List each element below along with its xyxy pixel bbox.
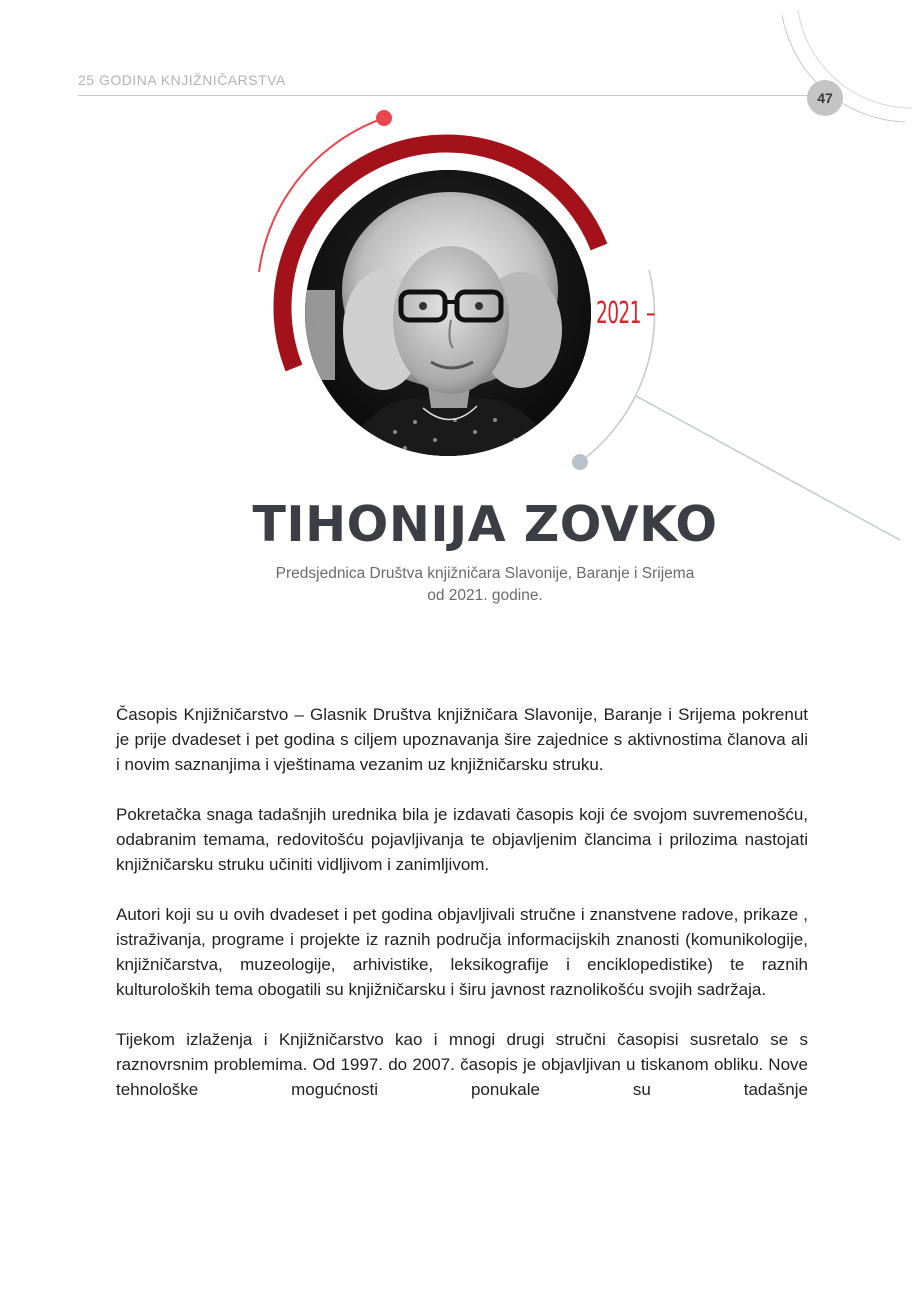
portrait-photo-icon	[305, 170, 591, 456]
person-role	[200, 563, 770, 607]
header-rule	[78, 95, 818, 96]
role-line: Predsjednica Društva knjižničara Slavonije, Baranje i Srijema	[275, 565, 695, 582]
article-body	[116, 702, 808, 1127]
red-arc-endpoint	[376, 110, 392, 126]
person-name: TIHONIJA ZOVKO	[252, 496, 718, 553]
body-paragraph: Pokretačka snaga tadašnjih urednika bila je izdavati časopis koji će svojom suvremenošću, odabranim temama, redovitošću pojavljivanja te objavljenim člancima i prilozima nastojati knjižničarsku struku učiniti vidljivom i zanimljivom.	[116, 805, 808, 874]
running-header: 25 GODINA KNJIŽNIČARSTVA	[78, 72, 286, 88]
role-line: od 2021. godine.	[427, 587, 543, 604]
page-number-badge: 47	[807, 80, 843, 116]
body-paragraph: Tijekom izlaženja i Knjižničarstvo kao i mnogi drugi stručni časopisi susretalo se s raznovrsnim problemima. Od 1997. do 2007. časopis je objavljivan u tiskanom obliku. Nove tehnološke mogućnosti ponukale su tadašnje	[116, 1030, 808, 1099]
body-paragraph: Autori koji su u ovih dvadeset i pet godina objavljivali stručne i znanstvene radove, prikaze , istraživanja, programe i projekte iz raznih područja informacijskih znanosti (komunikologije, knjižničarstva, muzeologije, arhivistike, leksikografije i enciklopedistike) te raznih kulturoloških tema obogatili su knjižničarsku i širu javnost raznolikošću svojih sadržaja.	[116, 905, 808, 999]
gray-arc-endpoint	[572, 454, 588, 470]
year-label: 2021 –	[596, 296, 655, 331]
corner-arc	[782, 15, 905, 122]
portrait-photo	[305, 170, 591, 456]
body-paragraph: Časopis Knjižničarstvo – Glasnik Društva knjižničara Slavonije, Baranje i Srijema pokrenut je prije dvadeset i pet godina s ciljem upoznavanja šire zajednice s aktivnostima članova ali i novim saznanjima i vještinama vezanim uz knjižničarsku struku.	[116, 705, 808, 774]
